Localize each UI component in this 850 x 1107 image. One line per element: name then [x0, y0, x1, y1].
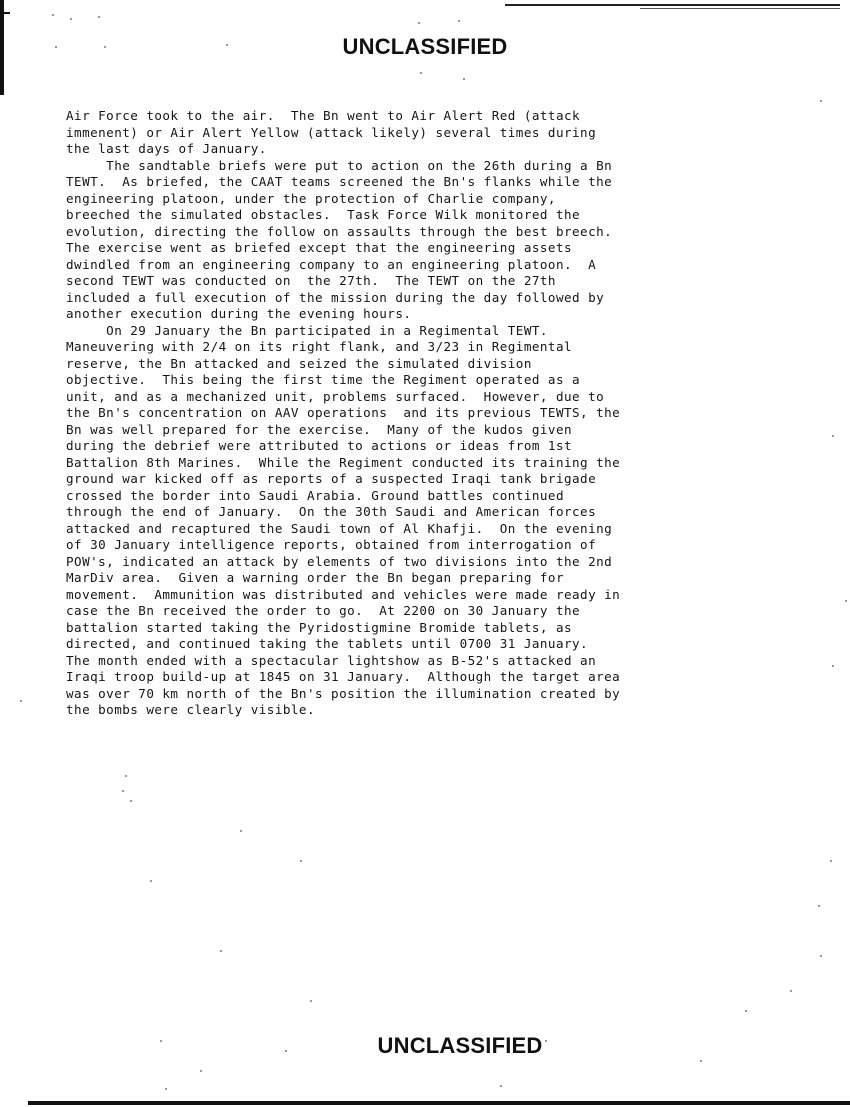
body-line: included a full execution of the mission during the day followed by [66, 289, 605, 305]
body-line: Bn was well prepared for the exercise. Many of the kudos given [66, 421, 573, 437]
scan-speck [818, 905, 820, 907]
scan-speck [130, 800, 132, 802]
scan-speck [832, 665, 834, 667]
body-line: Battalion 8th Marines. While the Regiment conducted its training the [66, 454, 621, 470]
body-line: movement. Ammunition was distributed and vehicles were made ready in [66, 586, 621, 602]
body-line: engineering platoon, under the protection of Charlie company, [66, 190, 556, 206]
body-line: On 29 January the Bn participated in a Regimental TEWT. [66, 322, 548, 338]
body-line: Iraqi troop build-up at 1845 on 31 January. Although the target area [66, 669, 621, 684]
scan-speck [300, 860, 302, 862]
scan-speck [150, 880, 152, 882]
scan-speck [20, 700, 22, 702]
scan-speck [845, 600, 847, 602]
scan-speck [820, 955, 822, 957]
scan-speck [104, 46, 106, 48]
scan-speck [310, 1000, 312, 1002]
body-line: was over 70 km north of the Bn's position the illumination created by [66, 685, 621, 701]
body-line: The exercise went as briefed except that the engineering assets [66, 240, 573, 255]
body-line: reserve, the Bn attacked and seized the simulated division [66, 355, 532, 371]
body-line: through the end of January. On the 30th Saudi and American forces [66, 504, 597, 519]
scan-left-edge-tick [4, 12, 10, 14]
body-line: breeched the simulated obstacles. Task Force Wilk monitored the [66, 207, 581, 222]
body-line: ground war kicked off as reports of a suspected Iraqi tank brigade [66, 471, 597, 486]
body-line: dwindled from an engineering company to an engineering platoon. A [66, 256, 597, 272]
scan-speck [545, 1040, 547, 1042]
scan-bottom-edge [28, 1101, 850, 1105]
scan-speck [98, 16, 100, 18]
scan-speck [226, 44, 228, 46]
scan-speck [745, 1010, 747, 1012]
scan-speck [55, 46, 57, 48]
scan-speck [420, 72, 422, 74]
body-line: Air Force took to the air. The Bn went to Air Alert Red (attack [66, 108, 581, 123]
scan-speck [52, 14, 54, 16]
body-line: crossed the border into Saudi Arabia. Ground battles continued [66, 487, 564, 503]
classification-footer: UNCLASSIFIED [377, 1033, 543, 1058]
scan-speck [832, 435, 834, 437]
body-line: second TEWT was conducted on the 27th. The TEWT on the 27th [66, 273, 556, 288]
body-line: The month ended with a spectacular lightshow as B-52's attacked an [66, 652, 597, 668]
scan-speck [830, 860, 832, 862]
scan-speck [458, 20, 460, 22]
body-line: POW's, indicated an attack by elements of two divisions into the 2nd [66, 553, 613, 569]
body-line: another execution during the evening hours. [66, 306, 412, 321]
body-line: case the Bn received the order to go. At 2200 on 30 January the [66, 603, 581, 618]
scan-speck [820, 100, 822, 102]
body-line: objective. This being the first time the Regiment operated as a [66, 372, 581, 387]
body-line: TEWT. As briefed, the CAAT teams screened the Bn's flanks while the [66, 174, 613, 189]
scan-speck [700, 1060, 702, 1062]
body-line: during the debrief were attributed to actions or ideas from 1st [66, 438, 573, 453]
scan-speck [240, 830, 242, 832]
body-line: immenent) or Air Alert Yellow (attack likely) several times during [66, 124, 597, 140]
body-line: The sandtable briefs were put to action on the 26th during a Bn [66, 157, 613, 173]
document-body [66, 108, 766, 719]
scan-speck [125, 775, 127, 777]
body-line: the last days of January. [66, 141, 267, 156]
scan-speck [790, 990, 792, 992]
classification-header: UNCLASSIFIED [342, 34, 508, 59]
scan-speck [122, 790, 124, 792]
body-line: battalion started taking the Pyridostigmine Bromide tablets, as [66, 619, 573, 635]
scan-speck [200, 1070, 202, 1072]
scan-edge-line [505, 4, 840, 6]
scan-speck [463, 78, 465, 80]
scan-speck [160, 1040, 162, 1042]
scan-edge-line-secondary [640, 8, 840, 9]
body-line: unit, and as a mechanized unit, problems surfaced. However, due to [66, 388, 605, 404]
body-line: attacked and recaptured the Saudi town of Al Khafji. On the evening [66, 520, 613, 536]
body-line: directed, and continued taking the tablets until 0700 31 January. [66, 636, 589, 651]
body-line: Maneuvering with 2/4 on its right flank, and 3/23 in Regimental [66, 339, 573, 354]
scan-speck [500, 1085, 502, 1087]
body-line: the bombs were clearly visible. [66, 702, 315, 717]
scan-speck [70, 18, 72, 20]
scan-speck [418, 22, 420, 24]
scan-speck [220, 950, 222, 952]
scan-speck [165, 1088, 167, 1090]
body-line: MarDiv area. Given a warning order the Bn began preparing for [66, 570, 564, 585]
scan-speck [285, 1050, 287, 1052]
body-line: of 30 January intelligence reports, obtained from interrogation of [66, 537, 597, 552]
body-line: evolution, directing the follow on assaults through the best breech. [66, 223, 613, 239]
body-line: the Bn's concentration on AAV operations and its previous TEWTS, the [66, 405, 621, 420]
